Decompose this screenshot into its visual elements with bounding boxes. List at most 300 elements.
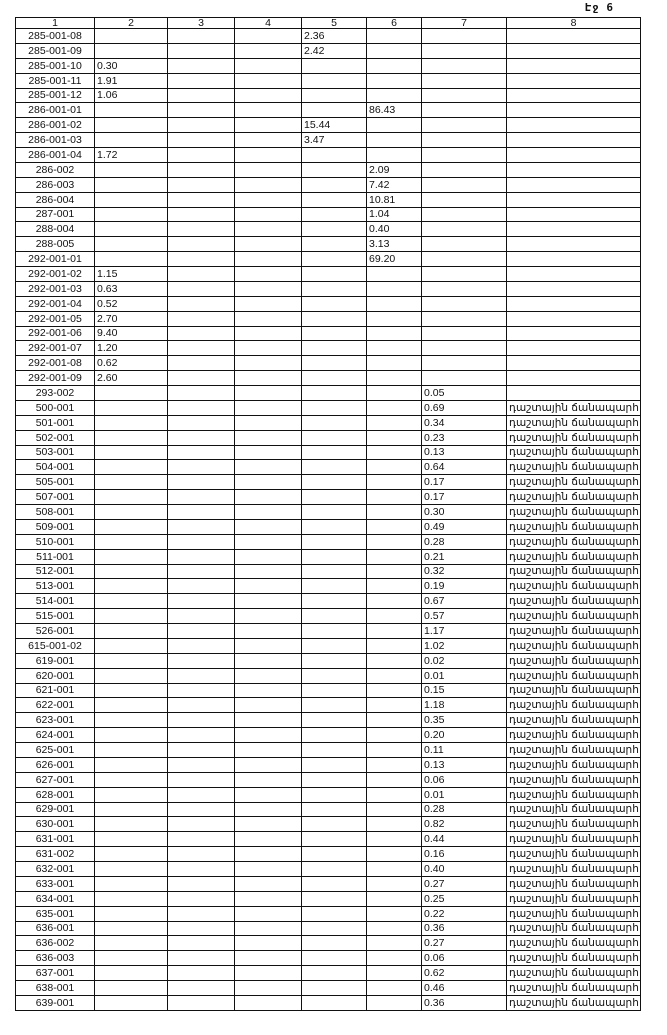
- cell-col-1: 287-001: [16, 207, 95, 222]
- cell-col-2: [95, 549, 168, 564]
- cell-col-3: [168, 534, 235, 549]
- cell-col-3: [168, 847, 235, 862]
- cell-col-1: 507-001: [16, 490, 95, 505]
- table-row: [16, 906, 641, 921]
- cell-col-7: 0.25: [422, 891, 507, 906]
- table-row: [16, 73, 641, 88]
- cell-col-7: 0.13: [422, 757, 507, 772]
- cell-col-2: [95, 222, 168, 237]
- table-row: [16, 490, 641, 505]
- cell-col-8: դաշտային ճանապարհ: [507, 802, 641, 817]
- cell-col-6: [367, 490, 422, 505]
- cell-col-2: [95, 118, 168, 133]
- cell-col-1: 292-001-08: [16, 356, 95, 371]
- cell-col-5: [302, 207, 367, 222]
- cell-col-1: 636-003: [16, 951, 95, 966]
- cell-col-5: [302, 148, 367, 163]
- cell-col-3: [168, 624, 235, 639]
- cell-col-2: [95, 728, 168, 743]
- cell-col-8: [507, 177, 641, 192]
- cell-col-6: [367, 683, 422, 698]
- cell-col-7: 0.82: [422, 817, 507, 832]
- table-row: [16, 847, 641, 862]
- cell-col-2: [95, 698, 168, 713]
- cell-col-4: [235, 148, 302, 163]
- cell-col-8: դաշտային ճանապարհ: [507, 787, 641, 802]
- table-row: [16, 966, 641, 981]
- cell-col-3: [168, 638, 235, 653]
- cell-col-3: [168, 475, 235, 490]
- cell-col-5: [302, 698, 367, 713]
- table-row: [16, 743, 641, 758]
- cell-col-4: [235, 371, 302, 386]
- cell-col-3: [168, 728, 235, 743]
- cell-col-8: [507, 88, 641, 103]
- cell-col-5: [302, 594, 367, 609]
- cell-col-3: [168, 415, 235, 430]
- table-row: [16, 177, 641, 192]
- table-row: [16, 505, 641, 520]
- cell-col-3: [168, 445, 235, 460]
- cell-col-1: 633-001: [16, 876, 95, 891]
- cell-col-7: 0.17: [422, 475, 507, 490]
- cell-col-3: [168, 609, 235, 624]
- cell-col-5: [302, 445, 367, 460]
- cell-col-1: 511-001: [16, 549, 95, 564]
- cell-col-3: [168, 683, 235, 698]
- table-row: [16, 817, 641, 832]
- cell-col-4: [235, 475, 302, 490]
- cell-col-7: [422, 43, 507, 58]
- cell-col-4: [235, 936, 302, 951]
- cell-col-8: դաշտային ճանապարհ: [507, 594, 641, 609]
- cell-col-5: [302, 936, 367, 951]
- cell-col-6: 86.43: [367, 103, 422, 118]
- table-row: [16, 43, 641, 58]
- table-row: [16, 460, 641, 475]
- table-row: [16, 29, 641, 44]
- cell-col-2: [95, 891, 168, 906]
- cell-col-5: [302, 386, 367, 401]
- cell-col-5: [302, 653, 367, 668]
- table-row: [16, 609, 641, 624]
- cell-col-4: [235, 802, 302, 817]
- cell-col-8: դաշտային ճանապարհ: [507, 757, 641, 772]
- cell-col-5: [302, 683, 367, 698]
- cell-col-8: [507, 73, 641, 88]
- cell-col-1: 503-001: [16, 445, 95, 460]
- table-row: [16, 133, 641, 148]
- cell-col-5: [302, 490, 367, 505]
- cell-col-8: դաշտային ճանապարհ: [507, 460, 641, 475]
- cell-col-8: դաշտային ճանապարհ: [507, 906, 641, 921]
- cell-col-7: 0.36: [422, 921, 507, 936]
- cell-col-8: դաշտային ճանապարհ: [507, 668, 641, 683]
- cell-col-2: [95, 638, 168, 653]
- cell-col-4: [235, 415, 302, 430]
- cell-col-8: դաշտային ճանապարհ: [507, 638, 641, 653]
- cell-col-6: [367, 475, 422, 490]
- cell-col-1: 293-002: [16, 386, 95, 401]
- cell-col-8: [507, 386, 641, 401]
- cell-col-5: [302, 787, 367, 802]
- cell-col-8: դաշտային ճանապարհ: [507, 653, 641, 668]
- cell-col-8: [507, 237, 641, 252]
- cell-col-6: [367, 609, 422, 624]
- cell-col-6: [367, 73, 422, 88]
- cell-col-1: 501-001: [16, 415, 95, 430]
- cell-col-4: [235, 103, 302, 118]
- cell-col-2: [95, 445, 168, 460]
- cell-col-5: [302, 475, 367, 490]
- cell-col-5: [302, 296, 367, 311]
- cell-col-7: [422, 371, 507, 386]
- cell-col-4: [235, 995, 302, 1010]
- cell-col-8: դաշտային ճանապարհ: [507, 579, 641, 594]
- cell-col-8: դաշտային ճանապարհ: [507, 951, 641, 966]
- cell-col-5: [302, 58, 367, 73]
- cell-col-1: 626-001: [16, 757, 95, 772]
- cell-col-3: [168, 936, 235, 951]
- cell-col-3: [168, 460, 235, 475]
- cell-col-3: [168, 118, 235, 133]
- table-row: [16, 430, 641, 445]
- cell-col-5: [302, 966, 367, 981]
- cell-col-1: 514-001: [16, 594, 95, 609]
- cell-col-2: [95, 713, 168, 728]
- column-header-4: 4: [235, 18, 302, 29]
- table-row: [16, 192, 641, 207]
- cell-col-4: [235, 772, 302, 787]
- cell-col-2: [95, 832, 168, 847]
- table-row: [16, 326, 641, 341]
- cell-col-7: [422, 296, 507, 311]
- table-row: [16, 281, 641, 296]
- table-row: [16, 103, 641, 118]
- table-row: [16, 549, 641, 564]
- cell-col-7: 0.67: [422, 594, 507, 609]
- cell-col-5: [302, 638, 367, 653]
- table-row: [16, 698, 641, 713]
- cell-col-1: 636-001: [16, 921, 95, 936]
- table-row: [16, 624, 641, 639]
- table-row: [16, 296, 641, 311]
- cell-col-8: դաշտային ճանապարհ: [507, 832, 641, 847]
- cell-col-5: [302, 668, 367, 683]
- cell-col-4: [235, 386, 302, 401]
- cell-col-8: դաշտային ճանապարհ: [507, 772, 641, 787]
- cell-col-2: 0.63: [95, 281, 168, 296]
- cell-col-5: [302, 281, 367, 296]
- cell-col-6: [367, 995, 422, 1010]
- cell-col-8: [507, 281, 641, 296]
- cell-col-2: [95, 906, 168, 921]
- cell-col-4: [235, 281, 302, 296]
- cell-col-2: 1.06: [95, 88, 168, 103]
- cell-col-3: [168, 73, 235, 88]
- cell-col-1: 508-001: [16, 505, 95, 520]
- cell-col-2: [95, 519, 168, 534]
- cell-col-8: դաշտային ճանապարհ: [507, 713, 641, 728]
- cell-col-1: 286-001-01: [16, 103, 95, 118]
- cell-col-4: [235, 832, 302, 847]
- cell-col-3: [168, 267, 235, 282]
- cell-col-7: 0.35: [422, 713, 507, 728]
- cell-col-7: [422, 267, 507, 282]
- cell-col-7: 0.06: [422, 951, 507, 966]
- cell-col-2: [95, 29, 168, 44]
- cell-col-6: [367, 743, 422, 758]
- cell-col-7: [422, 118, 507, 133]
- cell-col-6: [367, 921, 422, 936]
- cell-col-6: [367, 653, 422, 668]
- cell-col-5: [302, 162, 367, 177]
- cell-col-2: [95, 757, 168, 772]
- cell-col-6: [367, 757, 422, 772]
- cell-col-2: [95, 862, 168, 877]
- cell-col-6: [367, 311, 422, 326]
- table-row: [16, 475, 641, 490]
- cell-col-3: [168, 876, 235, 891]
- cell-col-4: [235, 43, 302, 58]
- table-row: [16, 995, 641, 1010]
- cell-col-7: 0.13: [422, 445, 507, 460]
- cell-col-7: 0.28: [422, 802, 507, 817]
- cell-col-3: [168, 579, 235, 594]
- cell-col-4: [235, 177, 302, 192]
- cell-col-6: [367, 847, 422, 862]
- table-row: [16, 386, 641, 401]
- cell-col-8: [507, 311, 641, 326]
- cell-col-3: [168, 787, 235, 802]
- cell-col-7: 0.19: [422, 579, 507, 594]
- cell-col-4: [235, 564, 302, 579]
- cell-col-2: [95, 787, 168, 802]
- cell-col-7: [422, 88, 507, 103]
- cell-col-7: 0.30: [422, 505, 507, 520]
- cell-col-7: 0.15: [422, 683, 507, 698]
- cell-col-4: [235, 311, 302, 326]
- cell-col-3: [168, 192, 235, 207]
- cell-col-7: [422, 237, 507, 252]
- cell-col-3: [168, 88, 235, 103]
- cell-col-4: [235, 341, 302, 356]
- cell-col-6: [367, 415, 422, 430]
- cell-col-3: [168, 237, 235, 252]
- cell-col-6: [367, 341, 422, 356]
- cell-col-4: [235, 876, 302, 891]
- cell-col-3: [168, 148, 235, 163]
- cell-col-3: [168, 222, 235, 237]
- cell-col-2: [95, 475, 168, 490]
- cell-col-3: [168, 281, 235, 296]
- cell-col-5: [302, 88, 367, 103]
- cell-col-5: [302, 921, 367, 936]
- cell-col-7: [422, 341, 507, 356]
- table-row: [16, 356, 641, 371]
- cell-col-7: [422, 326, 507, 341]
- cell-col-7: 0.06: [422, 772, 507, 787]
- cell-col-3: [168, 356, 235, 371]
- cell-col-1: 630-001: [16, 817, 95, 832]
- cell-col-5: [302, 802, 367, 817]
- cell-col-1: 637-001: [16, 966, 95, 981]
- cell-col-4: [235, 58, 302, 73]
- cell-col-4: [235, 490, 302, 505]
- cell-col-6: [367, 624, 422, 639]
- cell-col-1: 500-001: [16, 400, 95, 415]
- cell-col-4: [235, 683, 302, 698]
- cell-col-2: 1.20: [95, 341, 168, 356]
- cell-col-6: [367, 832, 422, 847]
- cell-col-2: [95, 594, 168, 609]
- table-row: [16, 713, 641, 728]
- cell-col-3: [168, 505, 235, 520]
- cell-col-1: 286-002: [16, 162, 95, 177]
- cell-col-2: [95, 579, 168, 594]
- cell-col-2: 2.60: [95, 371, 168, 386]
- cell-col-5: 15.44: [302, 118, 367, 133]
- cell-col-3: [168, 490, 235, 505]
- cell-col-3: [168, 311, 235, 326]
- cell-col-8: դաշտային ճանապարհ: [507, 862, 641, 877]
- column-header-7: 7: [422, 18, 507, 29]
- table-row: [16, 162, 641, 177]
- cell-col-7: 0.44: [422, 832, 507, 847]
- cell-col-3: [168, 802, 235, 817]
- cell-col-8: դաշտային ճանապարհ: [507, 400, 641, 415]
- cell-col-7: [422, 356, 507, 371]
- cell-col-1: 635-001: [16, 906, 95, 921]
- table-row: [16, 88, 641, 103]
- cell-col-1: 288-004: [16, 222, 95, 237]
- cell-col-2: [95, 103, 168, 118]
- table-row: [16, 981, 641, 996]
- cell-col-8: [507, 148, 641, 163]
- cell-col-6: [367, 564, 422, 579]
- cell-col-6: [367, 88, 422, 103]
- cell-col-7: [422, 252, 507, 267]
- cell-col-7: 0.32: [422, 564, 507, 579]
- column-header-1: 1: [16, 18, 95, 29]
- cell-col-8: դաշտային ճանապարհ: [507, 921, 641, 936]
- cell-col-5: [302, 237, 367, 252]
- cell-col-8: դաշտային ճանապարհ: [507, 698, 641, 713]
- cell-col-2: [95, 534, 168, 549]
- cell-col-3: [168, 832, 235, 847]
- cell-col-8: դաշտային ճանապարհ: [507, 519, 641, 534]
- cell-col-7: 0.23: [422, 430, 507, 445]
- cell-col-8: [507, 133, 641, 148]
- cell-col-5: [302, 757, 367, 772]
- cell-col-8: [507, 58, 641, 73]
- cell-col-3: [168, 891, 235, 906]
- cell-col-1: 629-001: [16, 802, 95, 817]
- cell-col-4: [235, 653, 302, 668]
- cell-col-4: [235, 787, 302, 802]
- cell-col-8: [507, 341, 641, 356]
- cell-col-3: [168, 772, 235, 787]
- cell-col-1: 502-001: [16, 430, 95, 445]
- cell-col-3: [168, 43, 235, 58]
- column-header-5: 5: [302, 18, 367, 29]
- cell-col-2: [95, 668, 168, 683]
- cell-col-1: 638-001: [16, 981, 95, 996]
- cell-col-4: [235, 29, 302, 44]
- cell-col-1: 504-001: [16, 460, 95, 475]
- cell-col-7: 0.27: [422, 936, 507, 951]
- cell-col-8: [507, 296, 641, 311]
- cell-col-6: [367, 638, 422, 653]
- table-row: [16, 921, 641, 936]
- cell-col-8: [507, 118, 641, 133]
- cell-col-5: [302, 743, 367, 758]
- cell-col-3: [168, 430, 235, 445]
- cell-col-3: [168, 668, 235, 683]
- cell-col-4: [235, 267, 302, 282]
- cell-col-4: [235, 906, 302, 921]
- cell-col-6: 10.81: [367, 192, 422, 207]
- cell-col-5: [302, 192, 367, 207]
- cell-col-4: [235, 296, 302, 311]
- cell-col-4: [235, 698, 302, 713]
- cell-col-2: [95, 847, 168, 862]
- cell-col-5: [302, 222, 367, 237]
- cell-col-7: 0.01: [422, 787, 507, 802]
- cell-col-2: 1.15: [95, 267, 168, 282]
- cell-col-6: [367, 58, 422, 73]
- cell-col-5: [302, 341, 367, 356]
- cell-col-2: [95, 162, 168, 177]
- cell-col-6: 7.42: [367, 177, 422, 192]
- cell-col-4: [235, 519, 302, 534]
- cell-col-1: 624-001: [16, 728, 95, 743]
- cell-col-1: 292-001-06: [16, 326, 95, 341]
- cell-col-2: 1.91: [95, 73, 168, 88]
- cell-col-6: [367, 772, 422, 787]
- table-row: [16, 534, 641, 549]
- cell-col-1: 292-001-03: [16, 281, 95, 296]
- cell-col-1: 526-001: [16, 624, 95, 639]
- cell-col-8: դաշտային ճանապարհ: [507, 564, 641, 579]
- cell-col-1: 285-001-09: [16, 43, 95, 58]
- land-parcel-table: [15, 17, 641, 1011]
- cell-col-2: [95, 237, 168, 252]
- column-header-3: 3: [168, 18, 235, 29]
- cell-col-5: [302, 430, 367, 445]
- cell-col-5: [302, 995, 367, 1010]
- cell-col-2: [95, 981, 168, 996]
- cell-col-3: [168, 326, 235, 341]
- cell-col-6: [367, 713, 422, 728]
- table-row: [16, 802, 641, 817]
- cell-col-6: [367, 133, 422, 148]
- cell-col-5: [302, 579, 367, 594]
- cell-col-5: [302, 103, 367, 118]
- cell-col-2: [95, 133, 168, 148]
- table-row: [16, 653, 641, 668]
- cell-col-1: 292-001-02: [16, 267, 95, 282]
- cell-col-1: 632-001: [16, 862, 95, 877]
- cell-col-5: [302, 534, 367, 549]
- cell-col-2: [95, 951, 168, 966]
- cell-col-4: [235, 460, 302, 475]
- cell-col-2: [95, 966, 168, 981]
- cell-col-3: [168, 133, 235, 148]
- cell-col-6: [367, 519, 422, 534]
- cell-col-2: 0.52: [95, 296, 168, 311]
- cell-col-2: [95, 995, 168, 1010]
